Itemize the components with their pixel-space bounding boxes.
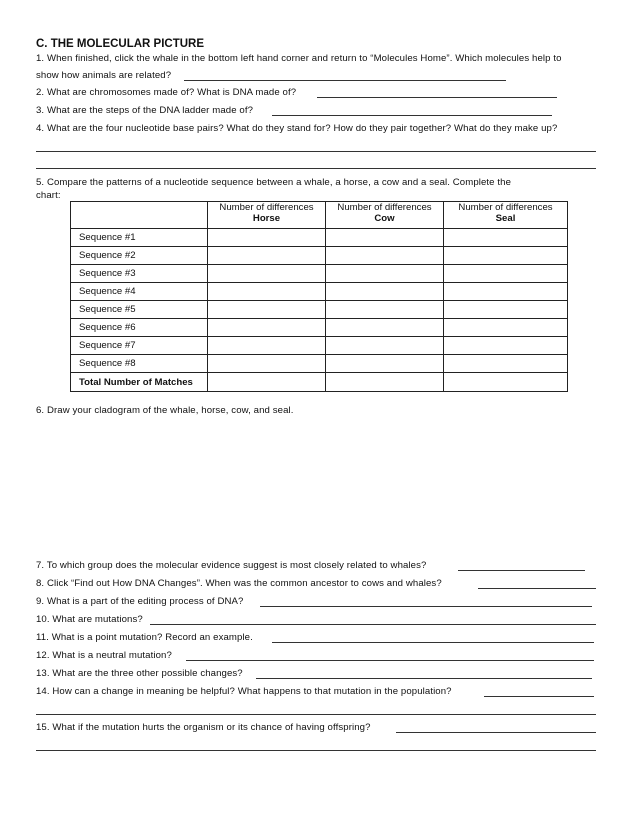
header-animal: Horse (252, 213, 281, 224)
answer-line-14a[interactable] (484, 696, 594, 697)
table-row (71, 265, 568, 283)
answer-line-10[interactable] (150, 624, 596, 625)
table-row (71, 355, 568, 373)
question-12: 12. What is a neutral mutation? (36, 650, 172, 661)
row-label: Sequence #7 (71, 337, 208, 355)
answer-line-15b[interactable] (36, 750, 596, 751)
answer-cell[interactable] (208, 319, 326, 337)
section-title: C. THE MOLECULAR PICTURE (36, 38, 205, 50)
question-14: 14. How can a change in meaning be helpful? What happens to that mutation in the population? (36, 686, 452, 697)
header-animal: Seal (495, 213, 516, 224)
chart-header-cow (326, 202, 444, 229)
answer-cell[interactable] (444, 229, 568, 247)
answer-cell[interactable] (326, 247, 444, 265)
answer-line-8[interactable] (478, 588, 596, 589)
answer-cell[interactable] (326, 265, 444, 283)
answer-cell[interactable] (208, 301, 326, 319)
row-label: Sequence #3 (71, 265, 208, 283)
question-1-line-1: 1. When finished, click the whale in the bottom left hand corner and return to “Molecules Home”. Which molecules help to (36, 53, 562, 64)
answer-cell[interactable] (444, 301, 568, 319)
answer-line-4b[interactable] (36, 168, 596, 169)
question-6: 6. Draw your cladogram of the whale, horse, cow, and seal. (36, 405, 294, 416)
question-13: 13. What are the three other possible changes? (36, 668, 243, 679)
answer-line-13[interactable] (256, 678, 592, 679)
answer-cell[interactable] (208, 283, 326, 301)
answer-cell[interactable] (326, 301, 444, 319)
answer-cell[interactable] (208, 247, 326, 265)
header-prefix: Number of differences (219, 202, 314, 213)
question-11: 11. What is a point mutation? Record an example. (36, 632, 253, 643)
question-10: 10. What are mutations? (36, 614, 143, 625)
answer-cell[interactable] (208, 265, 326, 283)
chart-header-row (71, 202, 568, 229)
question-5-line-1: 5. Compare the patterns of a nucleotide sequence between a whale, a horse, a cow and a seal. Complete the (36, 177, 512, 188)
chart-header-horse (208, 202, 326, 229)
answer-cell[interactable] (326, 283, 444, 301)
header-prefix: Number of differences (337, 202, 432, 213)
answer-line-3[interactable] (272, 115, 552, 116)
answer-cell[interactable] (444, 373, 568, 392)
answer-cell[interactable] (326, 355, 444, 373)
answer-cell[interactable] (208, 373, 326, 392)
header-prefix: Number of differences (458, 202, 553, 213)
answer-line-12[interactable] (186, 660, 594, 661)
row-label: Sequence #4 (71, 283, 208, 301)
row-label: Sequence #2 (71, 247, 208, 265)
table-row (71, 319, 568, 337)
answer-cell[interactable] (326, 337, 444, 355)
answer-cell[interactable] (444, 265, 568, 283)
answer-cell[interactable] (444, 337, 568, 355)
cladogram-drawing-area[interactable] (36, 422, 596, 542)
answer-cell[interactable] (444, 283, 568, 301)
row-label: Sequence #5 (71, 301, 208, 319)
chart-corner-cell (71, 202, 208, 229)
question-8: 8. Click “Find out How DNA Changes”. When was the common ancestor to cows and whales? (36, 578, 442, 589)
chart-header-seal (444, 202, 568, 229)
question-3: 3. What are the steps of the DNA ladder made of? (36, 105, 254, 116)
answer-line-1[interactable] (184, 80, 506, 81)
answer-cell[interactable] (208, 229, 326, 247)
table-row (71, 301, 568, 319)
question-2: 2. What are chromosomes made of? What is DNA made of? (36, 87, 297, 98)
answer-line-7[interactable] (458, 570, 585, 571)
question-15: 15. What if the mutation hurts the organism or its chance of having offspring? (36, 722, 371, 733)
answer-cell[interactable] (326, 373, 444, 392)
question-9: 9. What is a part of the editing process of DNA? (36, 596, 244, 607)
answer-cell[interactable] (444, 247, 568, 265)
question-7: 7. To which group does the molecular evidence suggest is most closely related to whales? (36, 560, 427, 571)
answer-cell[interactable] (208, 355, 326, 373)
table-row (71, 229, 568, 247)
table-row (71, 337, 568, 355)
question-4: 4. What are the four nucleotide base pairs? What do they stand for? How do they pair together? What do they make up? (36, 123, 558, 134)
row-label: Sequence #8 (71, 355, 208, 373)
row-label: Sequence #6 (71, 319, 208, 337)
question-5-line-2: chart: (36, 190, 61, 201)
answer-line-4a[interactable] (36, 151, 596, 152)
answer-cell[interactable] (326, 229, 444, 247)
answer-cell[interactable] (444, 355, 568, 373)
row-label: Sequence #1 (71, 229, 208, 247)
answer-line-9[interactable] (260, 606, 592, 607)
header-animal: Cow (374, 213, 395, 224)
comparison-chart (70, 201, 568, 392)
table-row (71, 247, 568, 265)
answer-line-2[interactable] (317, 97, 557, 98)
answer-cell[interactable] (208, 337, 326, 355)
table-row (71, 283, 568, 301)
answer-cell[interactable] (444, 319, 568, 337)
answer-cell[interactable] (326, 319, 444, 337)
answer-line-11[interactable] (272, 642, 594, 643)
question-1-line-2: show how animals are related? (36, 70, 172, 81)
total-row (71, 373, 568, 392)
answer-line-14b[interactable] (36, 714, 596, 715)
answer-line-15a[interactable] (396, 732, 596, 733)
total-label: Total Number of Matches (71, 373, 208, 392)
